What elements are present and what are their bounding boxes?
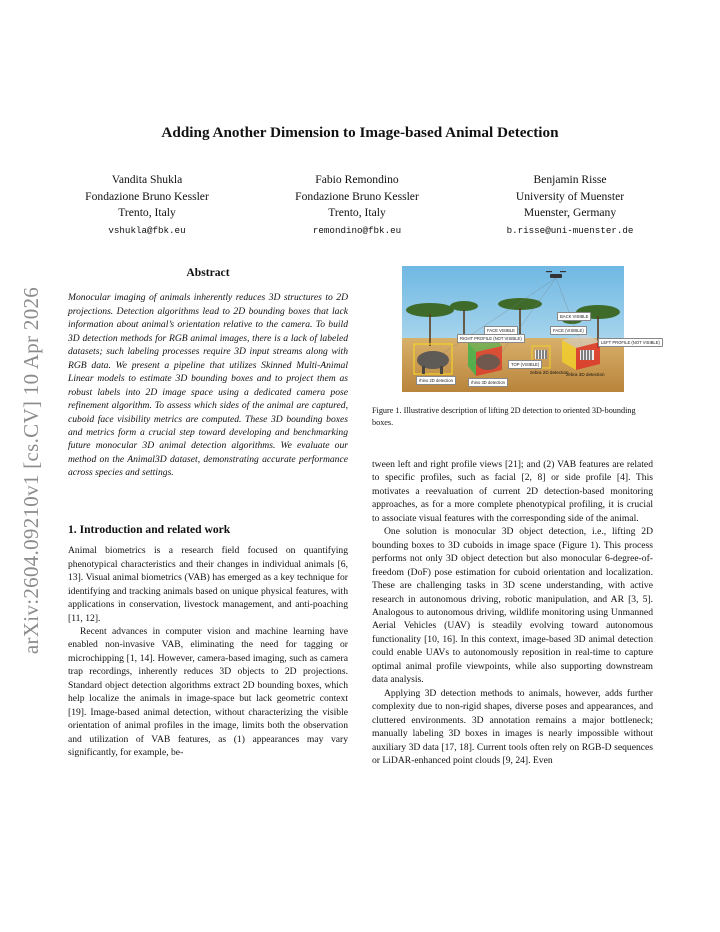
author-block <box>62 172 658 239</box>
intro-paragraph-4: Applying 3D detection methods to animals, however, adds further complexity due to non-rigid shapes, diverse poses and appearances, and cluttered environments. 3D annotation remains a major bottleneck; manually labeling 3D boxes in images is nearly impossible without auxiliary 3D data [17, 18]. Current tools often rely on RGB-D sequences or LiDAR-enhanced point clouds [9, 24]. Even <box>372 687 653 766</box>
figure-1-illustration <box>402 266 660 392</box>
author-name: Fabio Remondino <box>315 173 399 186</box>
intro-paragraph-2-continued: tween left and right profile views [21]; and (2) VAB features are related to specific profiles, such as facial [2, 8] or side profile [4]. This motivates a reevaluation of current 2D detection-based monitoring approaches, as for a more complete phenotypical profiling, it is crucial to associate visual features with the corresponding side of the animal. <box>372 459 653 524</box>
author-email[interactable]: b.risse@uni-muenster.de <box>506 224 634 236</box>
label-back-visible: BACK VISIBLE <box>557 312 591 321</box>
abstract-heading: Abstract <box>186 266 230 279</box>
left-column <box>68 266 348 760</box>
label-face-visible-2: FACE (VISIBLE) <box>550 326 587 335</box>
label-rhino-3d: rhino 3D detection <box>468 378 508 387</box>
label-zebra-2d: zebra 2D detection <box>530 370 569 375</box>
abstract-text: Monocular imaging of animals inherently reduces 3D structures to 2D projections. Detection algorithms lead to 2D bounding boxes that lack information about animal’s orientation relative to the camera. To build 3D detection methods for RGB animal images, there is a lack of labeled datasets; such labeling processes require 3D input streams along with RGB data. We present a pipeline that utilizes Skinned Multi-Animal Linear models to estimate 3D bounding boxes and to project them as robust labels into 2D image space using a dedicated camera pose refinement algorithm. To assess which sides of the animal are captured, cuboid face visibility metrics are computed. These 3D bounding boxes and metrics form a crucial step toward developing and benchmarking future monocular 3D animal detection algorithms. We evaluate our method on the Animal3D dataset, demonstrating accurate performance across species and settings. <box>68 292 348 479</box>
label-right-profile: RIGHT PROFILE (NOT VISIBLE) <box>457 334 525 343</box>
intro-paragraph-1: Animal biometrics is a research field focused on quantifying phenotypical characteristics and their changes in individual animals [6, 13]. Visual animal biometrics (VAB) has emerged as a key technique for identifying and tracking animals based on unique physical features, with applications in conservation, livestock management, and anti-poaching [11, 12]. <box>68 545 348 624</box>
label-zebra-3d: zebra 3D detection <box>566 372 605 377</box>
label-rhino-2d: rhino 2D detection <box>416 376 456 385</box>
intro-paragraph-3: One solution is monocular 3D object detection, i.e., lifting 2D bounding boxes to 3D cuboids in image space (Figure 1). This process performs not only 3D object detection but also monocular 6-degree-of-freedom (DoF) pose estimation for cuboid orientation and localization. These are challenging tasks in 3D scene understanding, with active research in autonomous driving, robotic manipulation, and AR [3, 5]. Analogous to autonomous driving, wildlife monitoring using Unmanned Aerial Vehicles (UAV) is steadily evolving toward autonomous functionality [10, 16]. In this context, image-based 3D animal detection could enable UAVs to autonomously reposition in real-time to capture optimal animal profile viewpoints, while also supporting downstream data analysis. <box>372 526 653 686</box>
arxiv-identifier-stamp <box>18 260 46 680</box>
intro-paragraph-2: Recent advances in computer vision and machine learning have enabled non-invasive VAB, eliminating the need for tagging or microchipping [1, 14]. However, camera-based imaging, such as camera trap recordings, inherently reduces 3D objects to 2D projections. Standard object detection algorithms extract 2D bounding boxes, which help localize the animals in image-space but lack geometric context [19]. Image-based animal detection, without characterizing the visible orientation of animal profiles in the image, limits both the observation and utilization of VAB features, as (1) appearances may vary significantly, for example, be- <box>68 625 348 759</box>
author-email[interactable]: vshukla@fbk.eu <box>108 224 186 236</box>
label-face-visible: FACE VISIBLE <box>484 326 518 335</box>
author-name: Vandita Shukla <box>111 173 183 186</box>
figure-1-caption: Figure 1. Illustrative description of lifting 2D detection to oriented 3D-bounding boxes. <box>372 406 636 427</box>
author-affiliation: Fondazione Bruno Kessler <box>85 189 209 203</box>
label-left-profile: LEFT PROFILE (NOT VISIBLE) <box>598 338 663 347</box>
author-affiliation: University of Muenster <box>515 189 625 203</box>
paper-title: Adding Another Dimension to Image-based Animal Detection <box>161 124 559 141</box>
author-location: Trento, Italy <box>118 206 176 219</box>
author-3 <box>482 172 658 239</box>
author-location: Muenster, Germany <box>523 206 617 219</box>
author-location: Trento, Italy <box>328 206 386 219</box>
author-2 <box>272 172 442 239</box>
arxiv-id: arXiv:2604.09210v1 [cs.CV] 10 Apr 2026 <box>19 286 44 654</box>
label-top-visible: TOP (VISIBLE) <box>508 360 542 369</box>
author-name: Benjamin Risse <box>533 173 607 186</box>
author-email[interactable]: remondino@fbk.eu <box>312 224 402 236</box>
right-column <box>372 458 653 767</box>
section-heading: 1. Introduction and related work <box>68 522 231 536</box>
author-affiliation: Fondazione Bruno Kessler <box>295 189 419 203</box>
author-1 <box>62 172 232 239</box>
